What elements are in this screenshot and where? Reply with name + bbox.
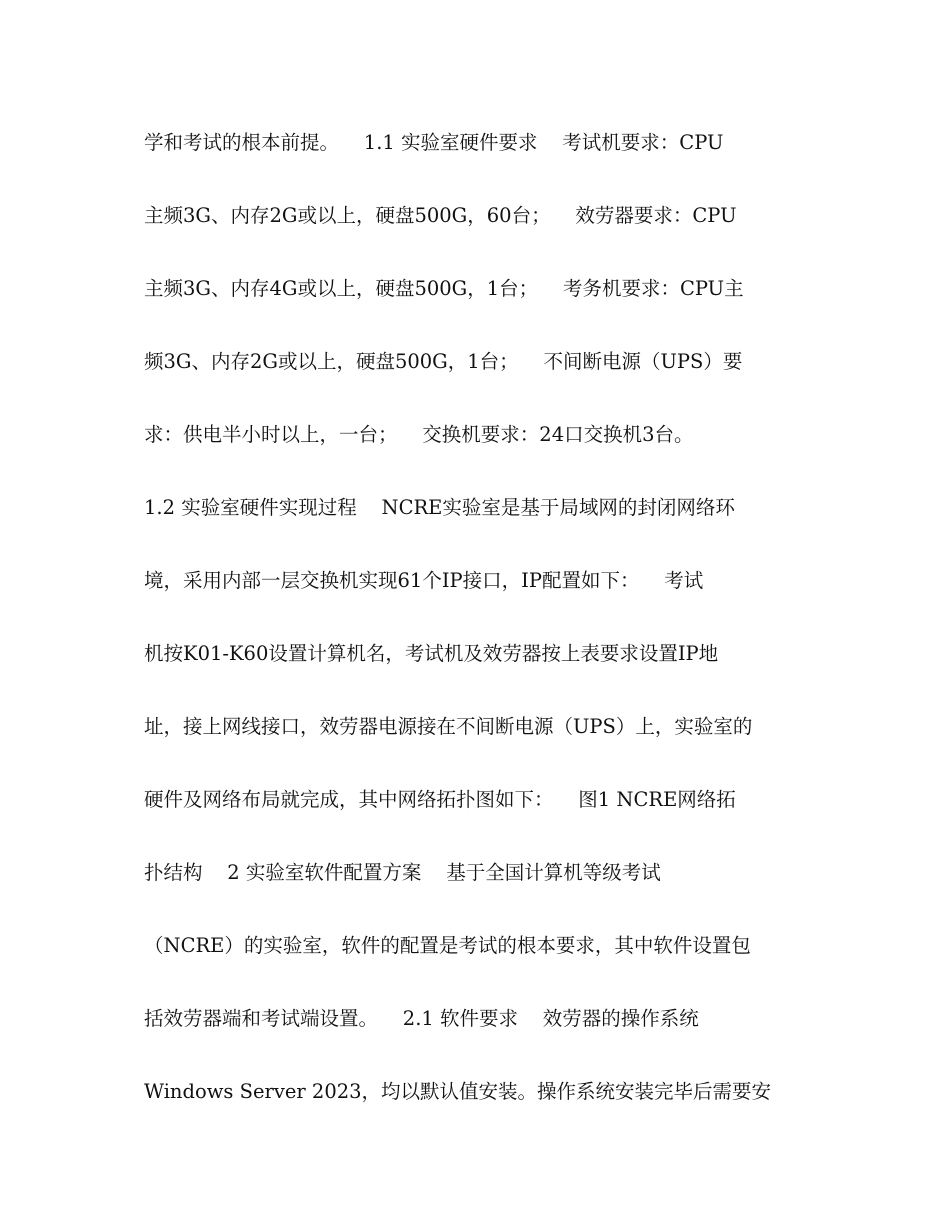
text-line: 机按K01-K60设置计算机名，考试机及效劳器按上表要求设置IP地 <box>144 642 719 665</box>
text-line: 境，采用内部一层交换机实现61个IP接口，IP配置如下： 考试 <box>144 569 704 592</box>
text-line: 主频3G、内存2G或以上，硬盘500G，60台； 效劳器要求：CPU <box>144 204 737 227</box>
text-line: 址，接上网线接口，效劳器电源接在不间断电源（UPS）上，实验室的 <box>144 715 753 738</box>
text-line: 括效劳器端和考试端设置。 2.1 软件要求 效劳器的操作系统 <box>144 1007 699 1030</box>
text-line: 学和考试的根本前提。 1.1 实验室硬件要求 考试机要求：CPU <box>144 131 724 154</box>
text-line: 扑结构 2 实验室软件配置方案 基于全国计算机等级考试 <box>144 861 661 884</box>
text-line: 1.2 实验室硬件实现过程 NCRE实验室是基于局域网的封闭网络环 <box>144 496 735 519</box>
text-line: 求：供电半小时以上，一台； 交换机要求：24口交换机3台。 <box>144 423 694 446</box>
text-line: 硬件及网络布局就完成，其中网络拓扑图如下： 图1 NCRE网络拓 <box>144 788 736 811</box>
text-line: 频3G、内存2G或以上，硬盘500G，1台； 不间断电源（UPS）要 <box>144 350 743 373</box>
text-line: Windows Server 2023，均以默认值安装。操作系统安装完毕后需要安 <box>144 1080 772 1103</box>
text-line: 主频3G、内存4G或以上，硬盘500G，1台； 考务机要求：CPU主 <box>144 277 744 300</box>
text-line: （NCRE）的实验室，软件的配置是考试的根本要求，其中软件设置包 <box>144 934 751 957</box>
